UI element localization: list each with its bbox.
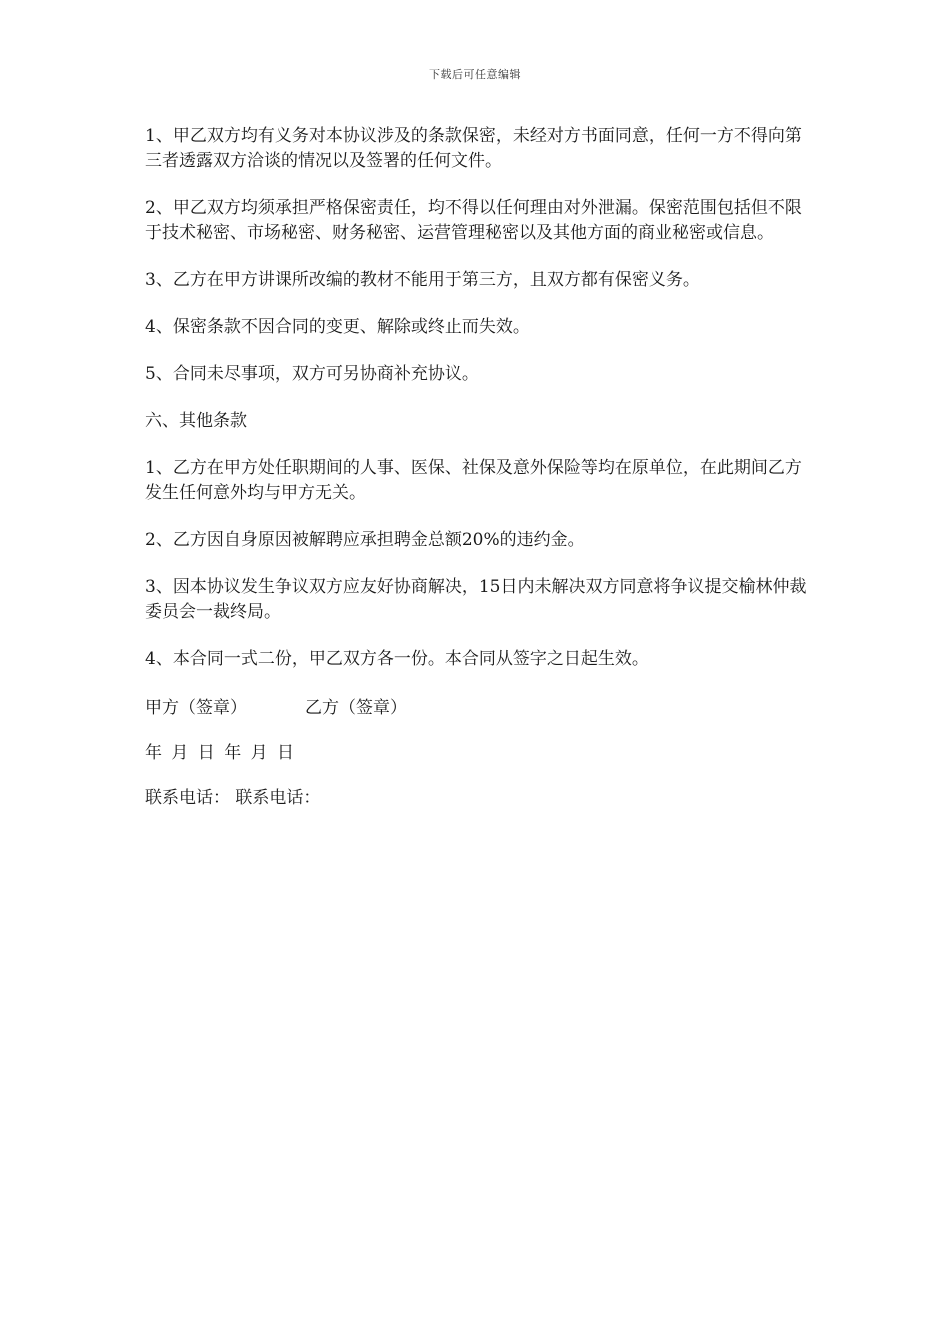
party-b-seal-label: 乙方（签章） <box>305 698 407 718</box>
confidentiality-item-1: 1、甲乙双方均有义务对本协议涉及的条款保密，未经对方书面同意，任何一方不得向第三者透露双方洽谈的情况以及签署的任何文件。 <box>145 126 802 171</box>
confidentiality-item-4: 4、保密条款不因合同的变更、解除或终止而失效。 <box>145 317 530 337</box>
signature-block <box>145 696 810 811</box>
confidentiality-item-3: 3、乙方在甲方讲课所改编的教材不能用于第三方，且双方都有保密义务。 <box>145 270 700 290</box>
other-terms-item-4: 4、本合同一式二份，甲乙双方各一份。本合同从签字之日起生效。 <box>145 649 649 669</box>
header-note: 下载后可任意编辑 <box>429 68 521 81</box>
section-heading-other-terms: 六、其他条款 <box>145 411 247 431</box>
date-row: 年 月 日 年 月 日 <box>145 743 295 763</box>
seal-row <box>145 696 810 721</box>
other-terms-item-2: 2、乙方因自身原因被解聘应承担聘金总额20%的违约金。 <box>145 530 585 550</box>
other-terms-item-1: 1、乙方在甲方处任职期间的人事、医保、社保及意外保险等均在原单位，在此期间乙方发生任何意外均与甲方无关。 <box>145 458 802 503</box>
phone-row: 联系电话： 联系电话： <box>145 788 321 808</box>
confidentiality-item-5: 5、合同未尽事项，双方可另协商补充协议。 <box>145 364 479 384</box>
contract-body <box>145 124 810 831</box>
confidentiality-item-2: 2、甲乙双方均须承担严格保密责任，均不得以任何理由对外泄漏。保密范围包括但不限于技术秘密、市场秘密、财务秘密、运营管理秘密以及其他方面的商业秘密或信息。 <box>145 198 802 243</box>
party-a-seal-label: 甲方（签章） <box>145 698 247 718</box>
other-terms-item-3: 3、因本协议发生争议双方应友好协商解决，15日内未解决双方同意将争议提交榆林仲裁委员会一裁终局。 <box>145 577 807 622</box>
